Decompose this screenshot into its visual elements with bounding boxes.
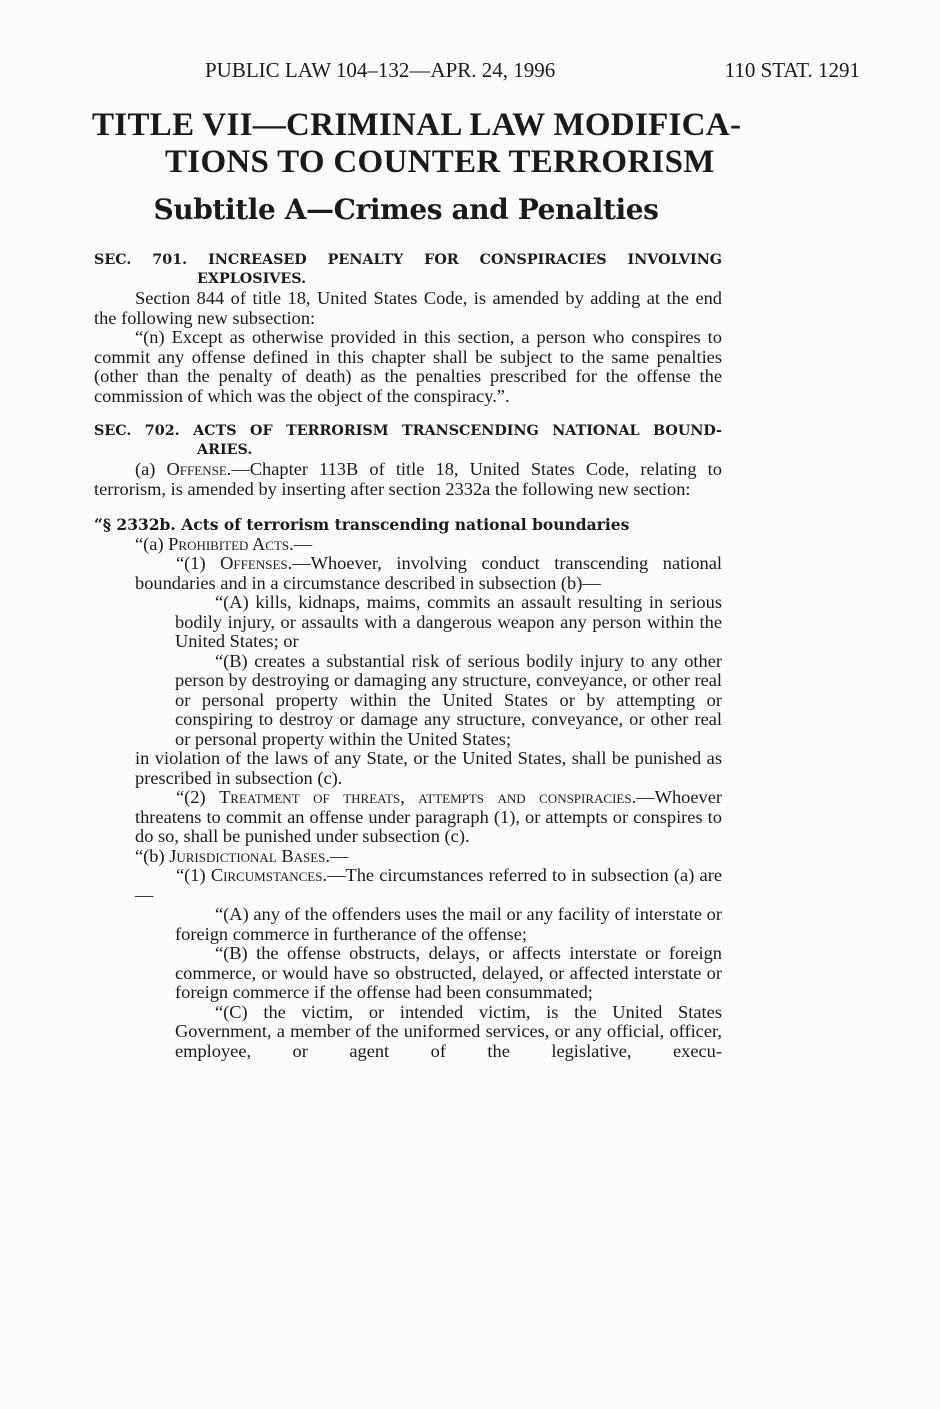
- sec-702-heading-line-2: ARIES.: [197, 442, 253, 458]
- paragraph-a2-text: .—Whoever threatens to commit an offense under paragraph (1), or attempts or conspires to do so, shall be punished under subsection (c).: [135, 787, 722, 846]
- public-law-citation: PUBLIC LAW 104–132—APR. 24, 1996: [205, 58, 556, 82]
- paragraph-b1-B: “(B) the offense obstructs, delays, or affects interstate or foreign commerce, or would have so obstructed, delayed, or affected interstate or foreign commerce if the offense had been consummated;: [175, 943, 722, 1002]
- subsection-a-heading: [94, 535, 722, 555]
- subsection-b-dash: .—: [325, 845, 349, 866]
- statute-page-number: 110 STAT. 1291: [724, 58, 860, 82]
- sec-701-intro: Section 844 of title 18, United States Code, is amended by adding at the end the following new subsection:: [94, 288, 722, 328]
- sec-701-heading-line-1: SEC. 701. INCREASED PENALTY FOR CONSPIRACIES INVOLVING: [94, 252, 722, 268]
- paragraph-b1-text: .—The circumstances referred to in subsection (a) are—: [135, 865, 722, 905]
- paragraph-b1-A: “(A) any of the offenders uses the mail or any facility of interstate or foreign commerce in furtherance of the offense;: [175, 904, 722, 944]
- paragraph-a1-text: .—Whoever, involving conduct transcending national boundaries and in a circumstance described in subsection (b)—: [135, 553, 722, 593]
- subtitle-heading: Subtitle A—Crimes and Penalties: [153, 193, 659, 226]
- paragraph-a2-caption: Treatment of threats, attempts and conspiracies: [219, 787, 632, 807]
- paragraph-b1: [94, 866, 722, 905]
- sec-702-a-text: .—Chapter 113B of title 18, United States Code, relating to terrorism, is amended by inserting after section 2332a the following new section:: [94, 459, 722, 499]
- paragraph-a2: [94, 788, 722, 847]
- paragraph-b1-caption: Circumstances: [210, 865, 323, 885]
- paragraph-b1-C: “(C) the victim, or intended victim, is the United States Government, a member of the uniformed services, or any official, officer, employee, or agent of the legislative, execu-: [175, 1001, 722, 1061]
- running-header: [205, 58, 860, 88]
- title-line-1: TITLE VII—CRIMINAL LAW MODIFICA-: [92, 107, 742, 143]
- sec-702-heading-line-1: SEC. 702. ACTS OF TERRORISM TRANSCENDING NATIONAL BOUND-: [94, 423, 722, 439]
- sec-702-a-label: (a): [135, 459, 167, 479]
- paragraph-a2-label: “(2): [176, 787, 220, 807]
- subsection-a-label: “(a): [135, 533, 169, 554]
- subsection-a-dash: .—: [289, 533, 313, 554]
- sec-701-subsection-n: “(n) Except as otherwise provided in this section, a person who conspires to commit any offense defined in this chapter shall be subject to the same penalties (other than the penalty of death) as the penalties prescribed for the offense the commission of which was the object of the conspiracy.”.: [94, 327, 722, 406]
- sec-701-heading-line-2: EXPLOSIVES.: [197, 271, 307, 287]
- paragraph-a1-tail: in violation of the laws of any State, or the United States, shall be punished as prescribed in subsection (c).: [135, 748, 722, 788]
- subsection-b-heading: [94, 847, 722, 867]
- title-line-2: TIONS TO COUNTER TERRORISM: [165, 144, 715, 180]
- subsection-b-label: “(b): [135, 845, 170, 866]
- paragraph-a1: [94, 554, 722, 593]
- paragraph-b1-label: “(1): [176, 865, 211, 885]
- sec-702-heading: [94, 422, 722, 460]
- paragraph-a1-caption: Offenses: [220, 553, 288, 573]
- title-heading: [92, 107, 752, 181]
- sec-702-a-caption: Offense: [166, 459, 227, 479]
- paragraph-a1-A: “(A) kills, kidnaps, maims, commits an assault resulting in serious bodily injury, or assaults with a dangerous weapon any person within the United States; or: [175, 592, 722, 651]
- paragraph-a1-label: “(1): [176, 553, 221, 573]
- document-body: [94, 251, 722, 1061]
- sec-701-heading: [94, 251, 722, 289]
- section-2332b-title: “§ 2332b. Acts of terrorism transcending national boundaries: [94, 515, 630, 534]
- subsection-b-caption: Jurisdictional Bases: [169, 845, 326, 866]
- sec-702-subsection-a: [94, 460, 722, 499]
- paragraph-a1-B: “(B) creates a substantial risk of serious bodily injury to any other person by destroying or damaging any structure, conveyance, or other real or personal property within the United States or by attempting or conspiring to destroy or damage any structure, conveyance, or other real or personal property within the United States;: [175, 650, 722, 749]
- subsection-a-caption: Prohibited Acts: [168, 533, 290, 554]
